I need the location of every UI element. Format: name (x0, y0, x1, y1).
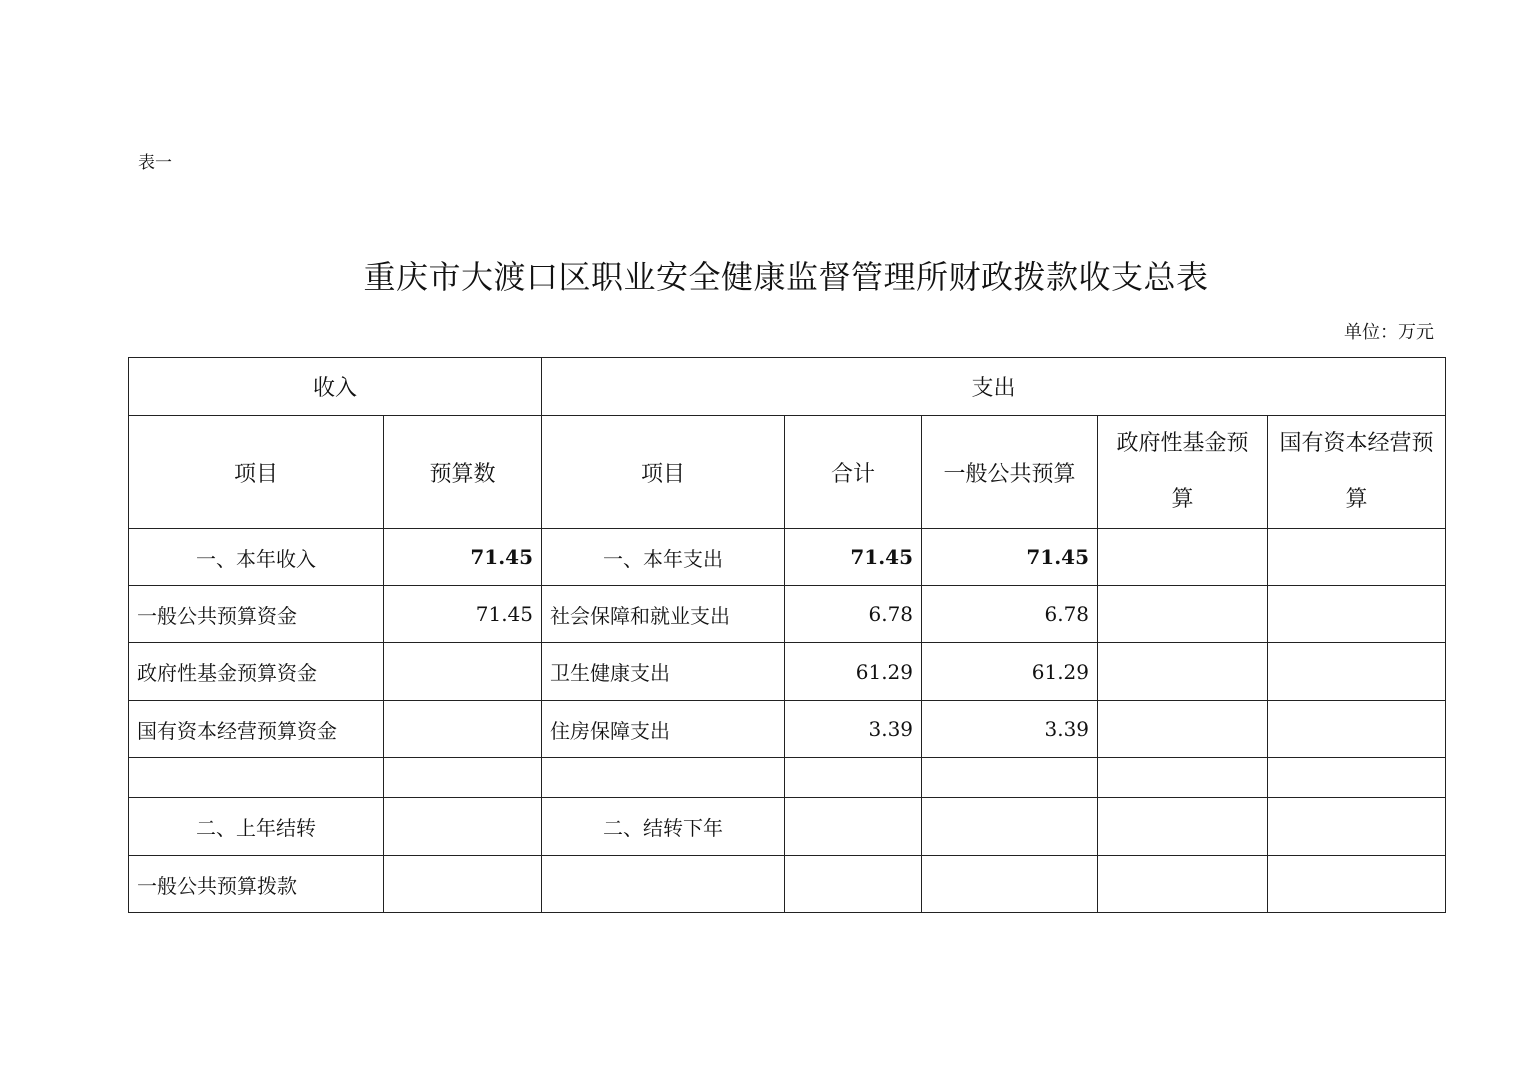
gov-fund-cell (1098, 798, 1268, 856)
expense-item-header: 项目 (542, 416, 785, 529)
gov-fund-cell (1098, 529, 1268, 586)
table-row (129, 758, 1446, 798)
income-item-cell: 一、本年收入 (129, 529, 384, 586)
income-item-cell: 一般公共预算拨款 (129, 856, 384, 913)
gov-fund-cell (1098, 701, 1268, 758)
income-amount-cell: 71.45 (384, 586, 542, 643)
income-amount-cell: 71.45 (384, 529, 542, 586)
income-item-cell: 政府性基金预算资金 (129, 643, 384, 701)
total-cell (785, 856, 922, 913)
state-capital-cell (1268, 529, 1446, 586)
gov-fund-cell (1098, 758, 1268, 798)
expense-header: 支出 (542, 358, 1446, 416)
expense-item-cell: 卫生健康支出 (542, 643, 785, 701)
header-row-top (129, 358, 1446, 416)
table-row (129, 798, 1446, 856)
table-row (129, 586, 1446, 643)
general-public-cell (922, 798, 1098, 856)
state-capital-cell (1268, 758, 1446, 798)
general-public-header: 一般公共预算 (922, 416, 1098, 529)
gov-fund-cell (1098, 856, 1268, 913)
general-public-cell: 71.45 (922, 529, 1098, 586)
budget-summary-table (128, 357, 1446, 913)
header-row-sub (129, 416, 1446, 529)
expense-item-cell (542, 856, 785, 913)
general-public-cell: 3.39 (922, 701, 1098, 758)
gov-fund-cell (1098, 586, 1268, 643)
general-public-cell (922, 856, 1098, 913)
income-header: 收入 (129, 358, 542, 416)
state-capital-header: 国有资本经营预算 (1268, 416, 1446, 529)
state-capital-cell (1268, 701, 1446, 758)
expense-item-cell: 社会保障和就业支出 (542, 586, 785, 643)
state-capital-cell (1268, 643, 1446, 701)
income-item-header: 项目 (129, 416, 384, 529)
income-item-cell: 国有资本经营预算资金 (129, 701, 384, 758)
income-item-cell: 二、上年结转 (129, 798, 384, 856)
total-cell (785, 798, 922, 856)
income-amount-cell (384, 856, 542, 913)
table-number-label: 表一 (138, 153, 172, 173)
table-row (129, 529, 1446, 586)
income-amount-cell (384, 758, 542, 798)
total-cell: 61.29 (785, 643, 922, 701)
income-amount-cell (384, 798, 542, 856)
table-row (129, 643, 1446, 701)
total-cell: 71.45 (785, 529, 922, 586)
general-public-cell (922, 758, 1098, 798)
budget-amount-header: 预算数 (384, 416, 542, 529)
expense-item-cell: 二、结转下年 (542, 798, 785, 856)
gov-fund-cell (1098, 643, 1268, 701)
total-cell: 3.39 (785, 701, 922, 758)
total-cell: 6.78 (785, 586, 922, 643)
income-amount-cell (384, 701, 542, 758)
state-capital-cell (1268, 586, 1446, 643)
document-title: 重庆市大渡口区职业安全健康监督管理所财政拨款收支总表 (363, 258, 1209, 296)
general-public-cell: 6.78 (922, 586, 1098, 643)
expense-item-cell: 住房保障支出 (542, 701, 785, 758)
table-row (129, 701, 1446, 758)
total-cell (785, 758, 922, 798)
general-public-cell: 61.29 (922, 643, 1098, 701)
expense-item-cell (542, 758, 785, 798)
gov-fund-header: 政府性基金预算 (1098, 416, 1268, 529)
income-item-cell: 一般公共预算资金 (129, 586, 384, 643)
state-capital-cell (1268, 856, 1446, 913)
table-row (129, 856, 1446, 913)
income-item-cell (129, 758, 384, 798)
unit-label: 单位：万元 (1344, 322, 1434, 343)
income-amount-cell (384, 643, 542, 701)
total-header: 合计 (785, 416, 922, 529)
state-capital-cell (1268, 798, 1446, 856)
expense-item-cell: 一、本年支出 (542, 529, 785, 586)
